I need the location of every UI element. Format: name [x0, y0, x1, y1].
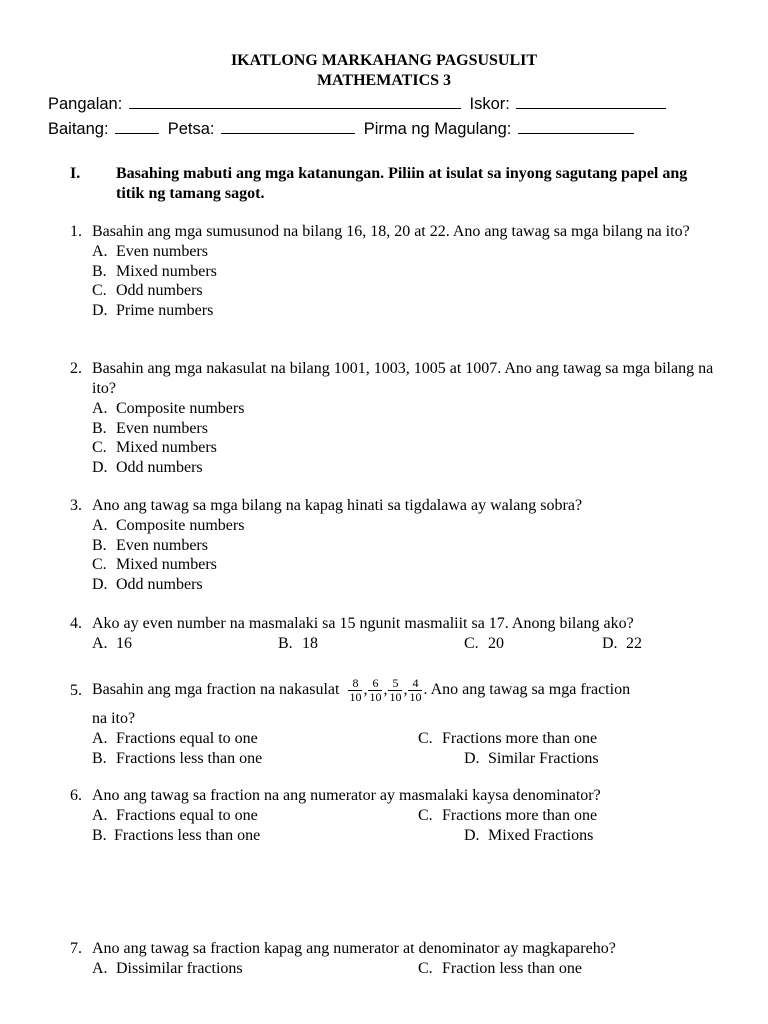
fraction-1: $\frac{8}{10}$	[349, 675, 362, 704]
option-b: B. Fractions less than one	[92, 826, 261, 844]
header-row-1	[48, 93, 670, 114]
date-label: Petsa:	[167, 120, 215, 138]
option-d: D. 22	[602, 635, 642, 652]
header-row-2	[48, 118, 638, 139]
fraction-4: $\frac{4}{10}$	[409, 675, 422, 704]
question-number: 4.	[70, 615, 82, 632]
question-text: Basahin ang mga sumusunod na bilang 16, 18, 20 at 22. Ano ang tawag sa mga bilang na ito?	[92, 223, 690, 240]
exam-title: IKATLONG MARKAHANG PAGSUSULIT	[230, 52, 538, 69]
option-c: C. Fractions more than one	[418, 730, 598, 747]
question-text: Ano ang tawag sa mga bilang na kapag hinati sa tigdalawa ay walang sobra?	[92, 497, 583, 514]
option-b: B. Mixed numbers	[92, 262, 217, 280]
question-text: Basahin ang mga nakasulat na bilang 1001, 1003, 1005 at 1007. Ano ang tawag sa mga bilang na ito?	[92, 360, 714, 397]
option-c: C. Fractions more than one	[418, 807, 598, 824]
option-d: D. Mixed Fractions	[464, 826, 594, 844]
fraction-3: $\frac{5}{10}$	[389, 675, 402, 704]
exam-subject: MATHEMATICS 3	[316, 72, 452, 89]
question-text-cont: na ito?	[92, 710, 136, 727]
option-d: D. Similar Fractions	[464, 749, 599, 767]
parent-signature-field[interactable]	[518, 118, 634, 134]
options-row-2	[92, 826, 732, 846]
options-row	[92, 634, 732, 654]
option-d: D. Odd numbers	[92, 575, 203, 593]
grade-label: Baitang:	[48, 120, 109, 138]
parent-signature-label: Pirma ng Magulang:	[363, 120, 512, 138]
question-number: 1.	[70, 223, 82, 240]
option-a: A. Even numbers	[92, 243, 208, 260]
question-text: Ako ay even number na masmalaki sa 15 ngunit masmaliit sa 17. Anong bilang ako?	[92, 615, 634, 632]
fraction-2: $\frac{6}{10}$	[369, 675, 382, 704]
option-b: B. Even numbers	[92, 419, 208, 437]
option-a: A. Fractions equal to one	[92, 730, 258, 747]
question-number: 5.	[70, 682, 82, 699]
option-c: C. Mixed numbers	[92, 439, 217, 457]
option-d: D. Odd numbers	[92, 458, 203, 476]
options-row-1	[92, 729, 732, 749]
question-number: 7.	[70, 940, 82, 957]
option-b: B. Even numbers	[92, 536, 208, 554]
name-field[interactable]	[129, 93, 461, 109]
option-a: A. Composite numbers	[92, 400, 245, 417]
section-instructions: Basahing mabuti ang mga katanungan. Piliin at isulat sa inyong sagutang papel ang titik ng tamang sagot.	[116, 165, 688, 202]
question-text: Ano ang tawag sa fraction kapag ang numerator at denominator ay magkapareho?	[92, 940, 616, 957]
score-field[interactable]	[516, 93, 666, 109]
option-a: A. Composite numbers	[92, 517, 245, 534]
option-d: D. Prime numbers	[92, 301, 214, 319]
option-c: C. Fraction less than one	[418, 960, 582, 977]
option-a: A. 16	[92, 635, 132, 652]
question-number: 6.	[70, 787, 82, 804]
options-row-1	[92, 806, 732, 826]
name-label: Pangalan:	[48, 95, 123, 113]
option-c: C. Mixed numbers	[92, 556, 217, 574]
options-row-1	[92, 959, 732, 979]
section-number: I.	[70, 165, 81, 182]
date-field[interactable]	[221, 118, 355, 134]
question-text: Ano ang tawag sa fraction na ang numerator ay masmalaki kaysa denominator?	[92, 787, 601, 804]
question-text: Basahin ang mga fraction na nakasulat $\frac{8}{10}$ , $\frac{6}{10}$ , $\frac{5}{10}$ , $\frac{4}{10}$ . Ano ang tawag sa mga fraction	[92, 675, 631, 704]
option-c: C. Odd numbers	[92, 282, 203, 300]
question-number: 2.	[70, 360, 82, 377]
grade-field[interactable]	[115, 118, 159, 134]
score-label: Iskor:	[469, 95, 510, 113]
option-c: C. 20	[464, 635, 504, 652]
option-a: A. Dissimilar fractions	[92, 960, 243, 977]
option-a: A. Fractions equal to one	[92, 807, 258, 824]
option-b: B. Fractions less than one	[92, 749, 263, 767]
options-row-2	[92, 749, 732, 769]
question-number: 3.	[70, 497, 82, 514]
option-b: B. 18	[278, 635, 318, 652]
